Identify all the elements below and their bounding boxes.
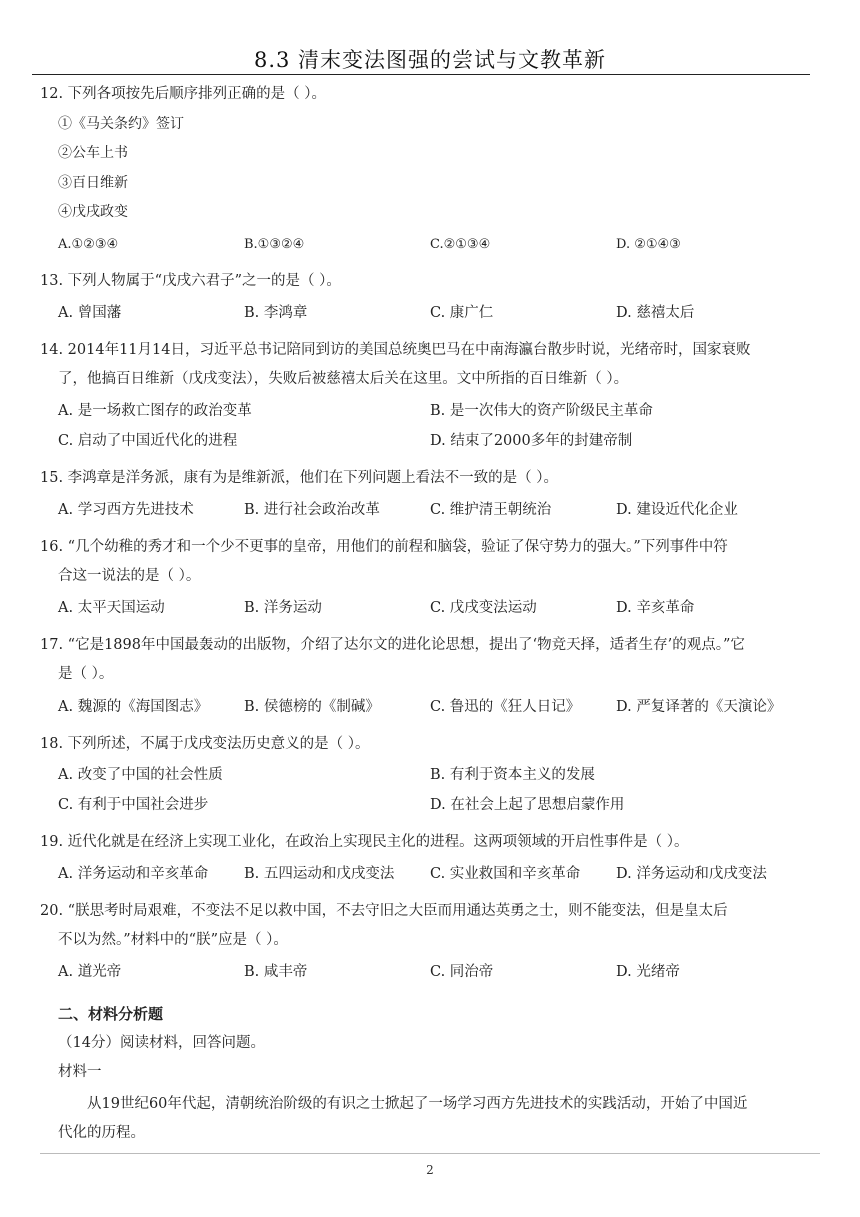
question-18-option-a[interactable]: A. 改变了中国的社会性质 [58, 767, 223, 783]
section-heading: 二、材料分析题 [58, 1005, 164, 1023]
question-16-stem-cont: 合这一说法的是（ ）。 [58, 568, 201, 584]
question-13-stem: 13. 下列人物属于“戊戌六君子”之一的是（ ）。 [40, 273, 341, 289]
question-16-option-d[interactable]: D. 辛亥革命 [616, 600, 695, 616]
footer-divider [40, 1153, 820, 1154]
question-12-item: ②公车上书 [58, 145, 128, 161]
question-12-item: ①《马关条约》签订 [58, 116, 184, 132]
question-13-option-d[interactable]: D. 慈禧太后 [616, 305, 695, 321]
title-divider [32, 74, 810, 75]
section-intro: （14分）阅读材料，回答问题。 [58, 1035, 265, 1051]
question-12-option-b[interactable]: B.①③②④ [244, 237, 305, 252]
question-20-stem-cont: 不以为然。”材料中的“朕”应是（ ）。 [58, 932, 288, 948]
question-20-stem: 20. “朕思考时局艰难，不变法不足以救中国，不去守旧之大臣而用通达英勇之士，则不能变法，但是皇太后 [40, 903, 728, 919]
question-17-stem: 17. “它是1898年中国最轰动的出版物，介绍了达尔文的进化论思想，提出了‘物竞天择，适者生存’的观点。”它 [40, 637, 745, 653]
question-20-option-c[interactable]: C. 同治帝 [430, 964, 494, 980]
question-14-option-c[interactable]: C. 启动了中国近代化的进程 [58, 433, 238, 449]
question-16-option-b[interactable]: B. 洋务运动 [244, 600, 322, 616]
question-18-option-d[interactable]: D. 在社会上起了思想启蒙作用 [430, 797, 625, 813]
question-16-option-a[interactable]: A. 太平天国运动 [58, 600, 165, 616]
question-15-option-d[interactable]: D. 建设近代化企业 [616, 502, 738, 518]
question-20-option-b[interactable]: B. 咸丰帝 [244, 964, 308, 980]
question-12-item: ④戊戌政变 [58, 204, 128, 220]
question-19-stem: 19. 近代化就是在经济上实现工业化，在政治上实现民主化的进程。这两项领域的开启性事件是（ ）。 [40, 834, 689, 850]
material-text-cont: 代化的历程。 [58, 1125, 145, 1141]
material-label: 材料一 [58, 1064, 102, 1080]
question-14-option-a[interactable]: A. 是一场救亡图存的政治变革 [58, 403, 252, 419]
question-12-option-c[interactable]: C.②①③④ [430, 237, 491, 252]
question-13-option-c[interactable]: C. 康广仁 [430, 305, 494, 321]
question-13-option-a[interactable]: A. 曾国藩 [58, 305, 122, 321]
question-16-option-c[interactable]: C. 戊戌变法运动 [430, 600, 537, 616]
question-19-option-d[interactable]: D. 洋务运动和戊戌变法 [616, 866, 767, 882]
question-20-option-a[interactable]: A. 道光帝 [58, 964, 122, 980]
question-14-stem-cont: 了，他搞百日维新（戊戌变法），失败后被慈禧太后关在这里。文中所指的百日维新（ ）。 [58, 371, 629, 387]
question-18-stem: 18. 下列所述，不属于戊戌变法历史意义的是（ ）。 [40, 736, 370, 752]
question-19-option-b[interactable]: B. 五四运动和戊戌变法 [244, 866, 395, 882]
question-17-option-d[interactable]: D. 严复译著的《天演论》 [616, 699, 782, 715]
page-number: 2 [426, 1163, 434, 1177]
question-15-option-c[interactable]: C. 维护清王朝统治 [430, 502, 552, 518]
question-12-option-a[interactable]: A.①②③④ [58, 237, 119, 252]
question-15-option-b[interactable]: B. 进行社会政治改革 [244, 502, 380, 518]
question-15-stem: 15. 李鸿章是洋务派，康有为是维新派，他们在下列问题上看法不一致的是（ ）。 [40, 470, 559, 486]
question-17-option-b[interactable]: B. 侯德榜的《制碱》 [244, 699, 380, 715]
question-16-stem: 16. “几个幼稚的秀才和一个少不更事的皇帝，用他们的前程和脑袋，验证了保守势力的强大。”下列事件中符 [40, 539, 728, 555]
question-14-option-b[interactable]: B. 是一次伟大的资产阶级民主革命 [430, 403, 653, 419]
question-13-option-b[interactable]: B. 李鸿章 [244, 305, 308, 321]
question-15-option-a[interactable]: A. 学习西方先进技术 [58, 502, 194, 518]
question-14-stem: 14. 2014年11月14日，习近平总书记陪同到访的美国总统奥巴马在中南海瀛台散步时说，光绪帝时，国家衰败 [40, 342, 751, 358]
question-17-option-c[interactable]: C. 鲁迅的《狂人日记》 [430, 699, 581, 715]
question-18-option-c[interactable]: C. 有利于中国社会进步 [58, 797, 209, 813]
question-20-option-d[interactable]: D. 光绪帝 [616, 964, 680, 980]
question-12-stem: 12. 下列各项按先后顺序排列正确的是（ ）。 [40, 86, 327, 102]
question-12-item: ③百日维新 [58, 175, 128, 191]
question-18-option-b[interactable]: B. 有利于资本主义的发展 [430, 767, 595, 783]
material-text: 从19世纪60年代起，清朝统治阶级的有识之士掀起了一场学习西方先进技术的实践活动，开始了中国近 [87, 1096, 748, 1112]
page-title: 8.3 清末变法图强的尝试与文教革新 [253, 48, 607, 72]
question-12-option-d[interactable]: D. ②①④③ [616, 237, 681, 252]
question-17-option-a[interactable]: A. 魏源的《海国图志》 [58, 699, 209, 715]
question-17-stem-cont: 是（ ）。 [58, 666, 114, 682]
question-14-option-d[interactable]: D. 结束了2000多年的封建帝制 [430, 433, 633, 449]
question-19-option-c[interactable]: C. 实业救国和辛亥革命 [430, 866, 581, 882]
question-19-option-a[interactable]: A. 洋务运动和辛亥革命 [58, 866, 209, 882]
